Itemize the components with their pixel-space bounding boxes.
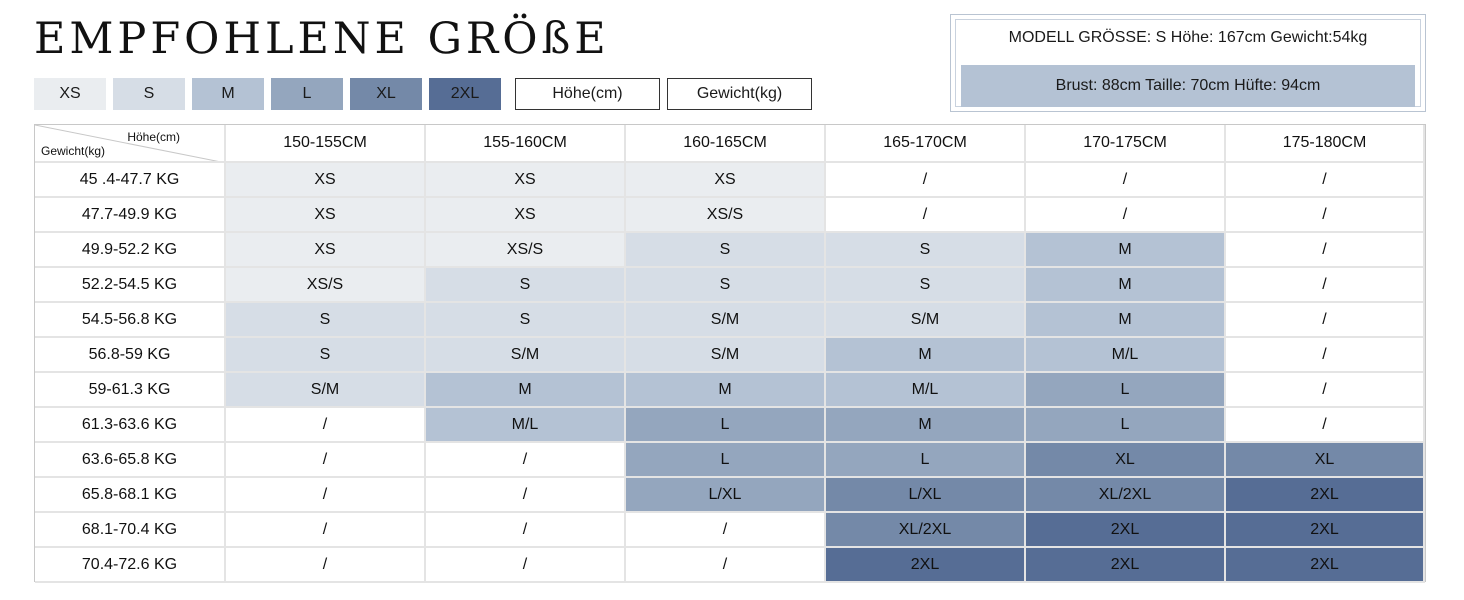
size-cell: XS: [426, 163, 626, 198]
column-header: 170-175CM: [1026, 125, 1226, 163]
page-title: EMPFOHLENE GRÖßE: [34, 14, 610, 64]
size-cell: S: [226, 338, 426, 373]
size-cell: /: [626, 548, 826, 583]
row-weight-label: 65.8-68.1 KG: [35, 478, 226, 513]
size-cell: XS/S: [226, 268, 426, 303]
size-cell: S/M: [426, 338, 626, 373]
size-cell: XL/2XL: [826, 513, 1026, 548]
size-cell: L: [626, 408, 826, 443]
legend-swatch-2xl: 2XL: [429, 78, 501, 110]
legend-swatch-s: S: [113, 78, 185, 110]
row-weight-label: 54.5-56.8 KG: [35, 303, 226, 338]
legend-swatch-m: M: [192, 78, 264, 110]
row-weight-label: 47.7-49.9 KG: [35, 198, 226, 233]
size-cell: XL: [1226, 443, 1425, 478]
size-cell: M: [826, 338, 1026, 373]
size-cell: M: [1026, 303, 1226, 338]
column-header: 150-155CM: [226, 125, 426, 163]
size-cell: S/M: [226, 373, 426, 408]
legend-swatch-xs: XS: [34, 78, 106, 110]
size-cell: S/M: [626, 338, 826, 373]
size-cell: /: [626, 513, 826, 548]
row-weight-label: 63.6-65.8 KG: [35, 443, 226, 478]
row-weight-label: 49.9-52.2 KG: [35, 233, 226, 268]
size-cell: XS: [626, 163, 826, 198]
size-cell: /: [826, 163, 1026, 198]
legend-height-label: Höhe(cm): [515, 78, 660, 110]
size-cell: /: [1226, 268, 1425, 303]
size-cell: M: [1026, 233, 1226, 268]
size-cell: /: [226, 408, 426, 443]
size-cell: /: [1226, 163, 1425, 198]
size-cell: L: [1026, 408, 1226, 443]
row-weight-label: 45 .4-47.7 KG: [35, 163, 226, 198]
model-measurements-line: Brust: 88cm Taille: 70cm Hüfte: 94cm: [961, 65, 1415, 107]
size-cell: L/XL: [826, 478, 1026, 513]
legend-weight-label: Gewicht(kg): [667, 78, 812, 110]
size-cell: XS: [226, 233, 426, 268]
size-cell: /: [226, 443, 426, 478]
column-header: 155-160CM: [426, 125, 626, 163]
size-cell: XS/S: [426, 233, 626, 268]
size-cell: S/M: [626, 303, 826, 338]
size-cell: /: [1226, 338, 1425, 373]
size-cell: M: [626, 373, 826, 408]
size-cell: S: [626, 233, 826, 268]
size-cell: XL: [1026, 443, 1226, 478]
column-header: 165-170CM: [826, 125, 1026, 163]
corner-weight-label: Gewicht(kg): [41, 144, 106, 158]
size-cell: /: [1226, 233, 1425, 268]
size-cell: /: [226, 478, 426, 513]
table-corner-header: [35, 125, 226, 163]
model-info-box: [950, 14, 1426, 112]
row-weight-label: 59-61.3 KG: [35, 373, 226, 408]
size-cell: S: [226, 303, 426, 338]
size-cell: XL/2XL: [1026, 478, 1226, 513]
size-cell: M: [1026, 268, 1226, 303]
size-cell: S: [826, 233, 1026, 268]
size-cell: XS/S: [626, 198, 826, 233]
column-header: 160-165CM: [626, 125, 826, 163]
size-cell: /: [1026, 198, 1226, 233]
row-weight-label: 68.1-70.4 KG: [35, 513, 226, 548]
size-cell: /: [826, 198, 1026, 233]
size-cell: S: [626, 268, 826, 303]
size-cell: /: [426, 478, 626, 513]
corner-height-label: Höhe(cm): [127, 130, 180, 144]
size-cell: M: [826, 408, 1026, 443]
legend-swatch-l: L: [271, 78, 343, 110]
size-cell: L/XL: [626, 478, 826, 513]
size-cell: 2XL: [1226, 513, 1425, 548]
size-cell: M: [426, 373, 626, 408]
size-cell: /: [1026, 163, 1226, 198]
row-weight-label: 56.8-59 KG: [35, 338, 226, 373]
size-cell: /: [426, 443, 626, 478]
size-cell: 2XL: [1226, 548, 1425, 583]
size-cell: /: [226, 513, 426, 548]
size-cell: XS: [426, 198, 626, 233]
size-cell: 2XL: [826, 548, 1026, 583]
size-cell: /: [1226, 198, 1425, 233]
size-cell: S: [426, 268, 626, 303]
size-cell: 2XL: [1226, 478, 1425, 513]
size-cell: /: [1226, 303, 1425, 338]
size-cell: M/L: [826, 373, 1026, 408]
size-cell: /: [426, 548, 626, 583]
size-cell: M/L: [426, 408, 626, 443]
size-cell: L: [826, 443, 1026, 478]
legend-swatch-xl: XL: [350, 78, 422, 110]
size-cell: /: [1226, 408, 1425, 443]
size-cell: 2XL: [1026, 548, 1226, 583]
size-cell: S: [826, 268, 1026, 303]
size-cell: 2XL: [1026, 513, 1226, 548]
size-cell: L: [626, 443, 826, 478]
row-weight-label: 70.4-72.6 KG: [35, 548, 226, 583]
size-cell: XS: [226, 163, 426, 198]
size-cell: /: [226, 548, 426, 583]
column-header: 175-180CM: [1226, 125, 1425, 163]
model-size-line: MODELL GRÖSSE: S Höhe: 167cm Gewicht:54kg: [1008, 29, 1368, 46]
size-cell: M/L: [1026, 338, 1226, 373]
size-cell: /: [1226, 373, 1425, 408]
size-cell: XS: [226, 198, 426, 233]
size-chart-table: [34, 124, 1426, 582]
size-cell: /: [426, 513, 626, 548]
size-cell: L: [1026, 373, 1226, 408]
size-cell: S: [426, 303, 626, 338]
size-cell: S/M: [826, 303, 1026, 338]
row-weight-label: 61.3-63.6 KG: [35, 408, 226, 443]
row-weight-label: 52.2-54.5 KG: [35, 268, 226, 303]
